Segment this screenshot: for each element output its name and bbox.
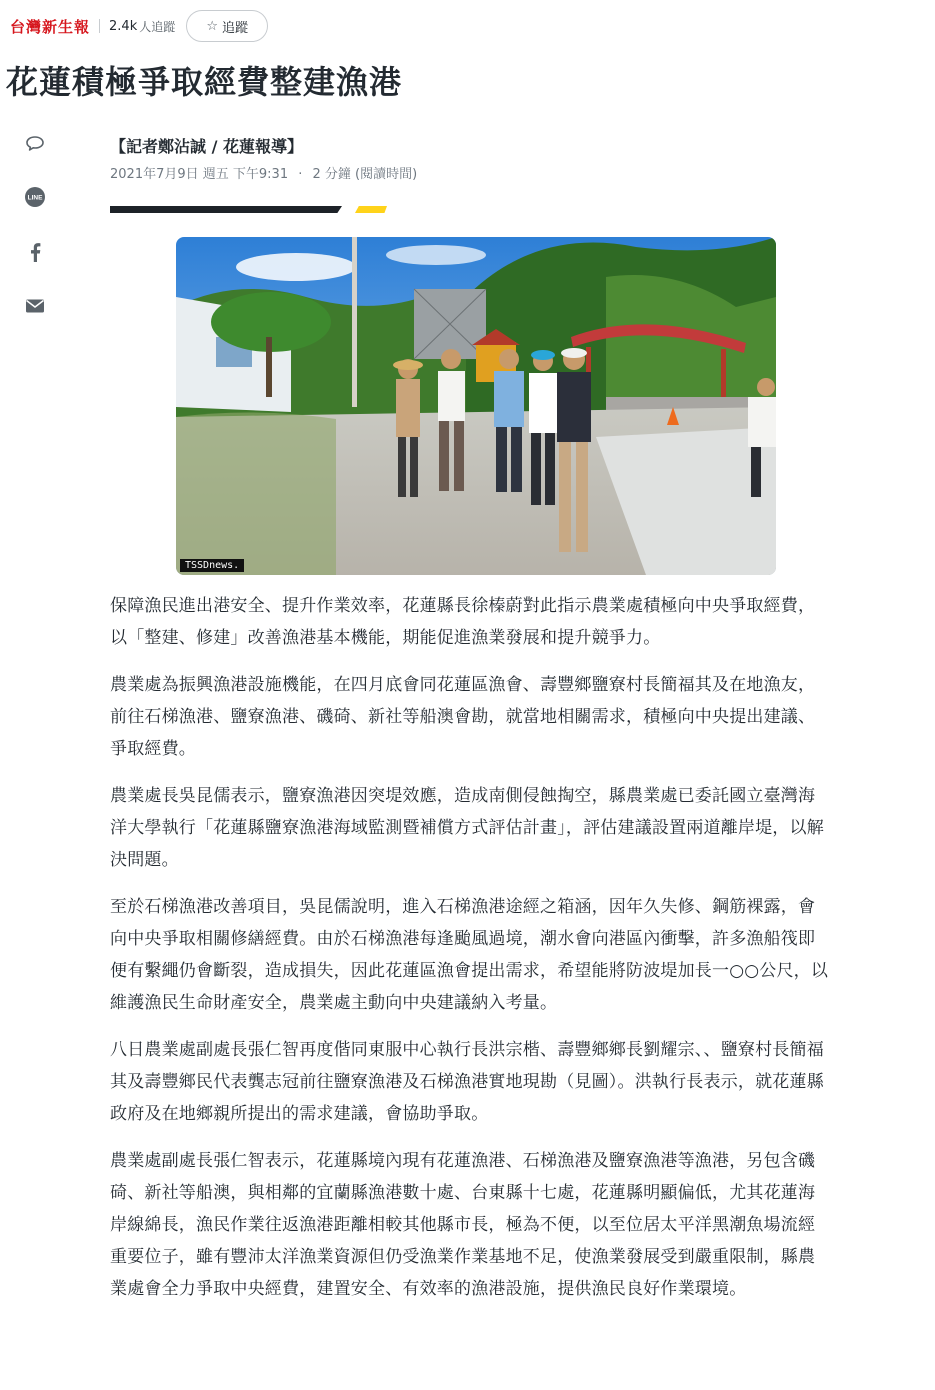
dateline — [110, 163, 417, 182]
follow-label: 追蹤 — [222, 20, 249, 36]
divider-bar — [110, 206, 342, 213]
follower-label: 人追蹤 — [139, 19, 176, 34]
follower-count: 2.4k — [109, 18, 138, 34]
divider — [99, 19, 100, 33]
line-label: LINE — [27, 194, 43, 202]
paragraph: 農業處為振興漁港設施機能，在四月底會同花蓮區漁會、壽豐鄉鹽寮村長簡福其及在地漁友，前往石梯漁港、鹽寮漁港、磯碕、新社等船澳會勘，就當地相關需求，積極向中央提出建議、爭取經費。 — [110, 675, 816, 759]
comment-icon[interactable] — [23, 132, 47, 156]
publisher-logo[interactable]: 台灣新生報 — [10, 17, 91, 36]
article-title: 花蓮積極爭取經費整建漁港 — [6, 63, 403, 101]
separator-dot: · — [298, 167, 303, 182]
facebook-icon[interactable] — [23, 240, 47, 264]
line-icon[interactable] — [23, 185, 47, 209]
paragraph: 農業處副處長張仁智表示，花蓮縣境內現有花蓮漁港、石梯漁港及鹽寮漁港等漁港，另包含磯碕、新社等船澳，與相鄰的宜蘭縣漁港數十處、台東縣十七處，花蓮縣明顯偏低，尤其花蓮海岸線綿長，漁民作業往返漁港距離相較其他縣市長，極為不便，以至位居太平洋黑潮魚場流經重要位子，雖有豐沛太洋漁業資源但仍受漁業作業基地不足，使漁業發展受到嚴重限制，縣農業處會全力爭取中央經費，建置安全、有效率的漁港設施，提供漁民良好作業環境。 — [110, 1151, 816, 1299]
email-icon[interactable] — [23, 294, 47, 318]
star-icon: ☆ — [206, 18, 219, 34]
article-photo[interactable] — [176, 237, 776, 575]
paragraph: 保障漁民進出港安全、提升作業效率，花蓮縣長徐榛蔚對此指示農業處積極向中央爭取經費，以「整建、修建」改善漁港基本機能，期能促進漁業發展和提升競爭力。 — [110, 596, 816, 648]
photo-watermark: TSSDnews. — [180, 559, 244, 572]
follow-button[interactable] — [186, 10, 268, 42]
byline: 【記者鄭沾誠 / 花蓮報導】 — [110, 137, 303, 156]
paragraph: 八日農業處副處長張仁智再度偕同東服中心執行長洪宗楷、壽豐鄉鄉長劉耀宗、、鹽寮村長簡福其及壽豐鄉民代表龔志冠前往鹽寮漁港及石梯漁港實地現勘（見圖）。洪執行長表示，就花蓮縣政府及在地鄉親所提出的需求建議，會協助爭取。 — [110, 1040, 824, 1124]
paragraph: 農業處長吳昆儒表示，鹽寮漁港因突堤效應，造成南側侵蝕掏空，縣農業處已委託國立臺灣海洋大學執行「花蓮縣鹽寮漁港海域監測暨補償方式評估計畫」，評估建議設置兩道離岸堤，以解決問題。 — [110, 786, 824, 870]
publisher-bar — [10, 10, 268, 42]
publish-date: 2021年7月9日 週五 下午9:31 — [110, 167, 289, 182]
read-time: 2 分鐘 (閱讀時間) — [312, 167, 418, 182]
article-body — [110, 590, 832, 1320]
accent-bar — [355, 206, 387, 213]
paragraph: 至於石梯漁港改善項目，吳昆儒說明，進入石梯漁港途經之箱涵，因年久失修、鋼筋裸露，會向中央爭取相關修繕經費。由於石梯漁港每逢颱風過境，潮水會向港區內衝擊，許多漁船筏即便有繫繩仍會斷裂，造成損失，因此花蓮區漁會提出需求，希望能將防波堤加長一○○公尺，以維護漁民生命財產安全，農業處主動向中央建議納入考量。 — [110, 897, 829, 1013]
